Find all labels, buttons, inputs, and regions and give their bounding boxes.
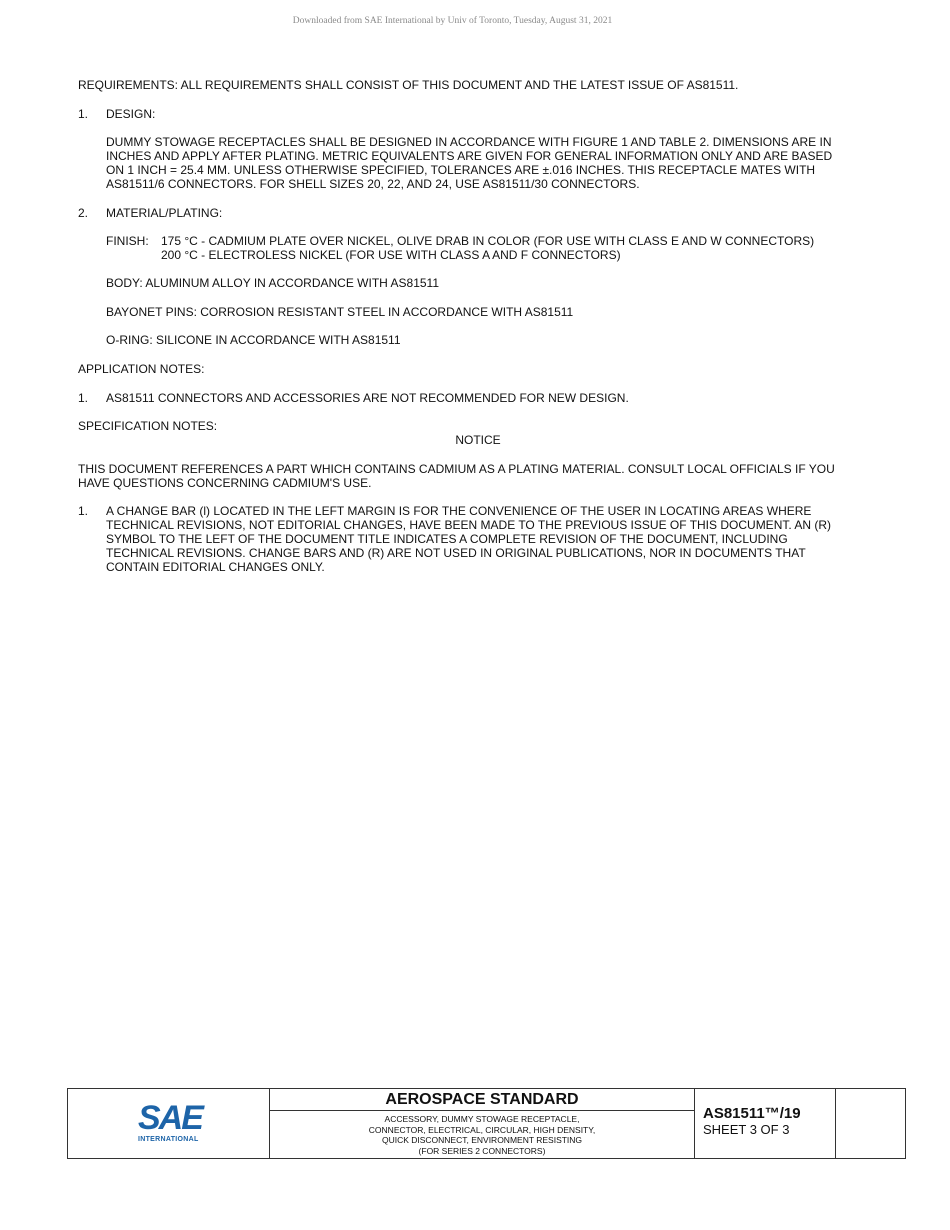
change-bar-line: TECHNICAL REVISIONS, NOT EDITORIAL CHANGES, HAVE BEEN MADE TO THE PREVIOUS ISSUE OF THIS DOCUMENT. AN (R) [106,518,832,532]
document-number-cell [695,1089,836,1158]
application-note [78,391,878,405]
sae-logo [68,1089,270,1158]
change-bar-line: A CHANGE BAR (l) LOCATED IN THE LEFT MARGIN IS FOR THE CONVENIENCE OF THE USER IN LOCATING AREAS WHERE [106,504,812,518]
title-block [67,1088,906,1159]
application-note-text: AS81511 CONNECTORS AND ACCESSORIES ARE NOT RECOMMENDED FOR NEW DESIGN. [106,391,629,405]
download-watermark: Downloaded from SAE International by Univ of Toronto, Tuesday, August 31, 2021 [292,16,613,26]
design-line: ON 1 INCH = 25.4 MM. UNLESS OTHERWISE SPECIFIED, TOLERANCES ARE ±.016 INCHES. THIS RECEPTACLE MATES WITH [106,163,816,177]
change-bar-line: TECHNICAL REVISIONS. CHANGE BARS AND (R) ARE NOT USED IN ORIGINAL PUBLICATIONS, NOR IN DOCUMENTS THAT [106,546,806,560]
document-number: AS81511™/19 [703,1105,801,1122]
design-number: 1. [78,107,89,121]
cadmium-line: THIS DOCUMENT REFERENCES A PART WHICH CONTAINS CADMIUM AS A PLATING MATERIAL. CONSULT LOCAL OFFICIALS IF YOU [78,462,835,476]
change-bar-note [78,504,878,574]
specification-notes-heading: SPECIFICATION NOTES: [78,419,218,433]
change-bar-line: CONTAIN EDITORIAL CHANGES ONLY. [106,560,325,574]
body-material: BODY: ALUMINUM ALLOY IN ACCORDANCE WITH AS81511 [106,276,439,290]
cadmium-notice [78,462,878,490]
sae-logo-subtext: INTERNATIONAL [138,1136,199,1143]
finish-line: 200 °C - ELECTROLESS NICKEL (FOR USE WITH CLASS A AND F CONNECTORS) [161,248,621,262]
blank-cell [836,1089,905,1158]
description-line: ACCESSORY, DUMMY STOWAGE RECEPTACLE, [384,1114,580,1124]
description-line: (FOR SERIES 2 CONNECTORS) [418,1145,546,1156]
document-body [78,78,878,574]
description-line: QUICK DISCONNECT, ENVIRONMENT RESISTING [381,1135,583,1145]
change-bar-line: SYMBOL TO THE LEFT OF THE DOCUMENT TITLE INDICATES A COMPLETE REVISION OF THE DOCUMENT, INCLUDING [106,532,788,546]
application-notes-heading: APPLICATION NOTES: [78,362,205,376]
requirements-statement: REQUIREMENTS: ALL REQUIREMENTS SHALL CONSIST OF THIS DOCUMENT AND THE LATEST ISSUE OF AS81511. [78,78,739,92]
material-heading: MATERIAL/PLATING: [106,206,223,220]
standard-title: AEROSPACE STANDARD [270,1089,694,1111]
oring-material: O-RING: SILICONE IN ACCORDANCE WITH AS81511 [106,333,401,347]
design-line: INCHES AND APPLY AFTER PLATING. METRIC EQUIVALENTS ARE GIVEN FOR GENERAL INFORMATION ONLY AND ARE BASED [106,149,833,163]
sheet-number: SHEET 3 OF 3 [703,1122,790,1137]
design-text [106,135,878,191]
design-line: AS81511/6 CONNECTORS. FOR SHELL SIZES 20, 22, AND 24, USE AS81511/30 CONNECTORS. [106,177,640,191]
application-note-number: 1. [78,391,89,405]
design-heading: DESIGN: [106,107,156,121]
finish-line: 175 °C - CADMIUM PLATE OVER NICKEL, OLIVE DRAB IN COLOR (FOR USE WITH CLASS E AND W CONNECTORS) [161,234,815,248]
material-section [78,206,878,220]
design-line: DUMMY STOWAGE RECEPTACLES SHALL BE DESIGNED IN ACCORDANCE WITH FIGURE 1 AND TABLE 2. DIMENSIONS ARE IN [106,135,832,149]
cadmium-line: HAVE QUESTIONS CONCERNING CADMIUM'S USE. [78,476,372,490]
title-description-cell [270,1089,695,1158]
notice-heading: NOTICE [455,433,501,447]
design-section [78,107,878,121]
finish-label: FINISH: [106,234,149,248]
material-number: 2. [78,206,89,220]
finish-block [106,234,878,262]
sae-logo-text: SAE [138,1099,202,1137]
bayonet-material: BAYONET PINS: CORROSION RESISTANT STEEL IN ACCORDANCE WITH AS81511 [106,305,574,319]
description-line: CONNECTOR, ELECTRICAL, CIRCULAR, HIGH DENSITY, [368,1124,596,1135]
change-bar-note-number: 1. [78,504,89,518]
standard-description [270,1111,694,1156]
